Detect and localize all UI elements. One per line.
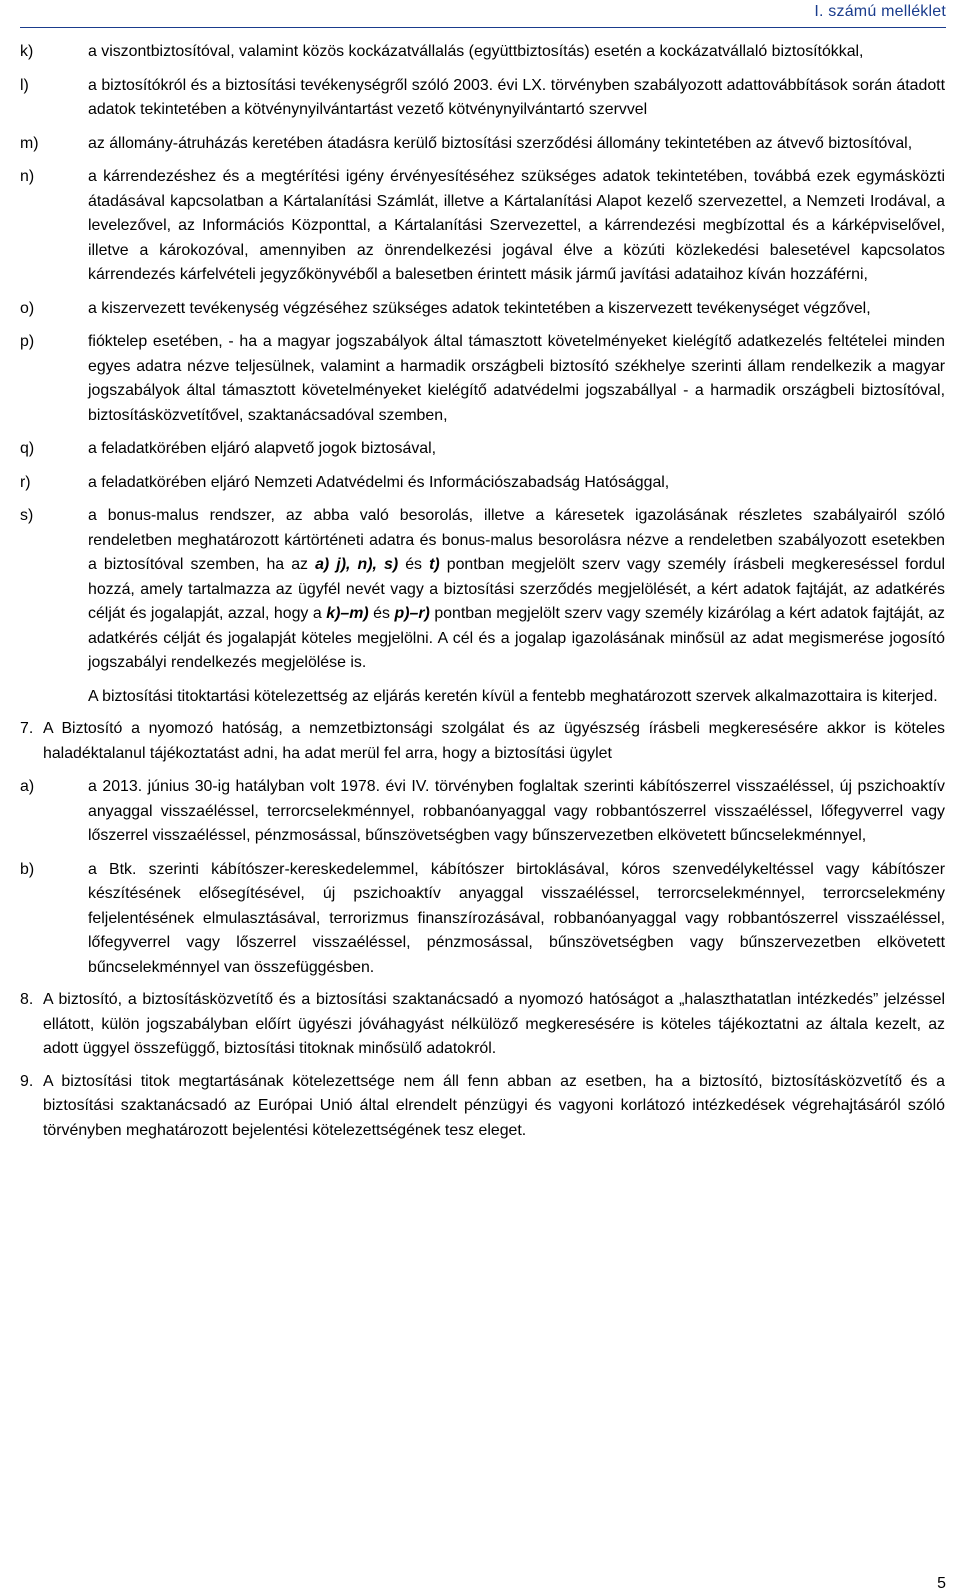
item-text: a kiszervezett tevékenység végzéséhez szükséges adatok tekintetében a kiszervezett tevékenységet végzővel,	[88, 299, 871, 317]
paragraph-7	[20, 717, 945, 766]
paragraph-text: A Biztosító a nyomozó hatóság, a nemzetbiztonsági szolgálat és az ügyészség írásbeli megkeresésére akkor is köteles haladéktalanul tájékoztatást adni, ha adat merül fel arra, hogy a biztosítási ügylet	[43, 720, 945, 762]
item-s-reference: k)	[326, 605, 341, 622]
item-text: a kárrendezéshez és a megtérítési igény érvényesítéséhez szükséges adatok tekintetében, továbbá ezek egymásközti átadásával kapcsolatban a Kártalanítási Számlát, illetve a Kártalanítási Alapot kezelő szervezettel, a Nemzeti Irodával, a levelezővel, az Információs Központtal, a Kártalanítási Szervezettel, a kárrendezési megbízottal és a kárképviselővel, illetve a károkozóval, amennyiben az önrendelkezési jogával élve a közúti közlekedési balesetével kapcsolatos kárrendezés kárfelvételi jegyzőkönyvéből a balesetben érintett másik jármű javítási adataihoz kíván hozzáférni,	[88, 168, 945, 283]
page-number: 5	[937, 1575, 946, 1592]
paragraph-number: 9.	[20, 1072, 34, 1090]
item-s-text-6: pontban megjelölt szerv vagy személy kizárólag a kért adatok fajtáját, az adatkérés célját és jogalapját köteles megjelölni. A cél és a jogalap igazolásának minősül az adat megismerése jogosító jogszabályi rendelkezés megjelölése is.	[88, 605, 945, 671]
paragraph-8	[20, 988, 945, 1062]
item-label: b)	[20, 860, 35, 878]
item-label: q)	[20, 440, 35, 457]
paragraph-7-item-b	[20, 858, 945, 981]
item-label: k)	[20, 43, 34, 60]
list-item-k	[20, 40, 945, 65]
item-label: r)	[20, 473, 31, 491]
paragraph-text: A biztosítási titok megtartásának kötelezettsége nem áll fenn abban az esetben, ha a biztosító, biztosításközvetítő és a biztosítási szaktanácsadó az Európai Unió által elrendelt pénzügyi és vagyoni korlátozó intézkedések végrehajtásáról szóló törvényben meghatározott bejelentési kötelezettségének tesz eleget.	[43, 1072, 945, 1139]
item-text: a 2013. június 30-ig hatályban volt 1978. évi IV. törvényben foglaltak szerinti kábítószerrel visszaéléssel, új pszichoaktív anyaggal visszaéléssel, terrorcselekménnyel, robbanóanyaggal vagy robbantószerrel visszaéléssel, lőfegyverrel vagy lőszerrel visszaéléssel, pénzmosással, bűnszövetségben vagy bűnszervezetben elkövetett bűncselekménnyel,	[88, 778, 945, 844]
item-text: a viszontbiztosítóval, valamint közös kockázatvállalás (együttbiztosítás) esetén a kockázatvállaló biztosítókkal,	[88, 43, 864, 60]
list-item-n	[20, 165, 945, 288]
paragraph-text: A biztosító, a biztosításközvetítő és a biztosítási szaktanácsadó a nyomozó hatóságot a „halaszthatatlan intézkedés” jelzéssel ellátott, külön jogszabályban előírt ügyészi jóváhagyást nélkülöző megkeresésére is köteles tájékoztatni az általa kezelt, az adott üggyel összefüggő, biztosítási titoknak minősülő adatokról.	[43, 991, 945, 1057]
list-item-q	[20, 437, 945, 462]
item-s-text-3: pontban megjelölt szerv vagy személy írásbeli megkereséssel fordul hozzá, amely tartalmazza az ügyfél nevét vagy a biztosítási szerződés megjelölését, a kért adatok fajtáját, az adatkérés célját és jogalapját, azzal, hogy a	[88, 556, 945, 622]
item-s-reference: p)–r)	[394, 605, 430, 622]
list-item-r	[20, 471, 945, 496]
item-s-continuation: A biztosítási titoktartási kötelezettség az eljárás keretén kívül a fentebb meghatározott szervek alkalmazottaira is kiterjed.	[88, 687, 938, 705]
paragraph-number: 8.	[20, 991, 34, 1008]
item-text: az állomány-átruházás keretében átadásra kerülő biztosítási szerződési állomány tekintetében az átvevő biztosítóval,	[88, 134, 913, 152]
annex-label: I. számú melléklet	[814, 3, 946, 20]
item-label: l)	[20, 76, 29, 94]
list-item-s	[20, 504, 945, 676]
item-label: p)	[20, 333, 35, 350]
document-body	[20, 40, 945, 1143]
paragraph-9	[20, 1070, 945, 1144]
item-text: a Btk. szerinti kábítószer-kereskedelemmel, kábítószer birtoklásával, kóros szenvedélykeltéssel vagy kábítószer készítésének elősegítésével, új pszichoaktív anyaggal visszaéléssel, terrorcselekménnyel, terrorcselekmény feljelentésének elmulasztásával, terrorizmus finanszírozásával, robbanóanyaggal vagy robbantószerrel visszaéléssel, lőfegyverrel vagy lőszerrel visszaéléssel, pénzmosással, bűnszövetségben vagy bűnszervezetben elkövetett bűncselekménnyel van összefüggésben.	[88, 860, 945, 976]
item-label: s)	[20, 507, 34, 524]
list-item-o	[20, 297, 945, 322]
item-s-text-2: és	[398, 556, 430, 573]
item-s-text-5: és	[368, 605, 395, 622]
list-item-p	[20, 330, 945, 428]
list-item-m	[20, 132, 945, 157]
item-s-dash: –	[340, 605, 350, 622]
paragraph-7-item-a	[20, 775, 945, 849]
item-label: a)	[20, 778, 35, 795]
list-item-l	[20, 74, 945, 123]
header-divider	[20, 27, 946, 28]
paragraph-number: 7.	[20, 720, 34, 737]
item-s-reference: t)	[429, 556, 440, 573]
item-label: n)	[20, 168, 35, 185]
item-text	[88, 504, 945, 676]
item-s-reference: m)	[349, 605, 369, 622]
item-text: a feladatkörében eljáró Nemzeti Adatvédelmi és Információszabadság Hatósággal,	[88, 473, 670, 491]
item-text: a biztosítókról és a biztosítási tevékenységről szóló 2003. évi LX. törvényben szabályozott adattovábbítások során átadott adatok tekintetében a kötvénynyilvántartást vezető kötvénynyilvántartó szervvel	[88, 76, 945, 118]
item-label: m)	[20, 134, 39, 152]
item-text: fióktelep esetében, - ha a magyar jogszabályok által támasztott követelményeket kielégítő adatkezelés feltételei minden egyes adatra nézve teljesülnek, valamint a harmadik országbeli biztosító székhelye szerinti állam rendelkezik a magyar jogszabályok által támasztott követelményeket kielégítő adatvédelmi jogszabállyal - a harmadik országbeli biztosítóval, biztosításközvetítővel, szaktanácsadóval szemben,	[88, 333, 945, 424]
item-label: o)	[20, 299, 35, 317]
item-text: a feladatkörében eljáró alapvető jogok biztosával,	[88, 440, 437, 457]
item-s-text-1: a bonus-malus rendszer, az abba való besorolás, illetve a káresetek igazolásának részletes szabályairól szóló rendeletben meghatározott kártörténeti adatra és bonus-malus besorolásra nézve a rendeletben szabályozott esetekben a biztosítóval szemben, ha az	[88, 507, 945, 573]
item-s-reference: a) j), n), s)	[315, 556, 399, 573]
